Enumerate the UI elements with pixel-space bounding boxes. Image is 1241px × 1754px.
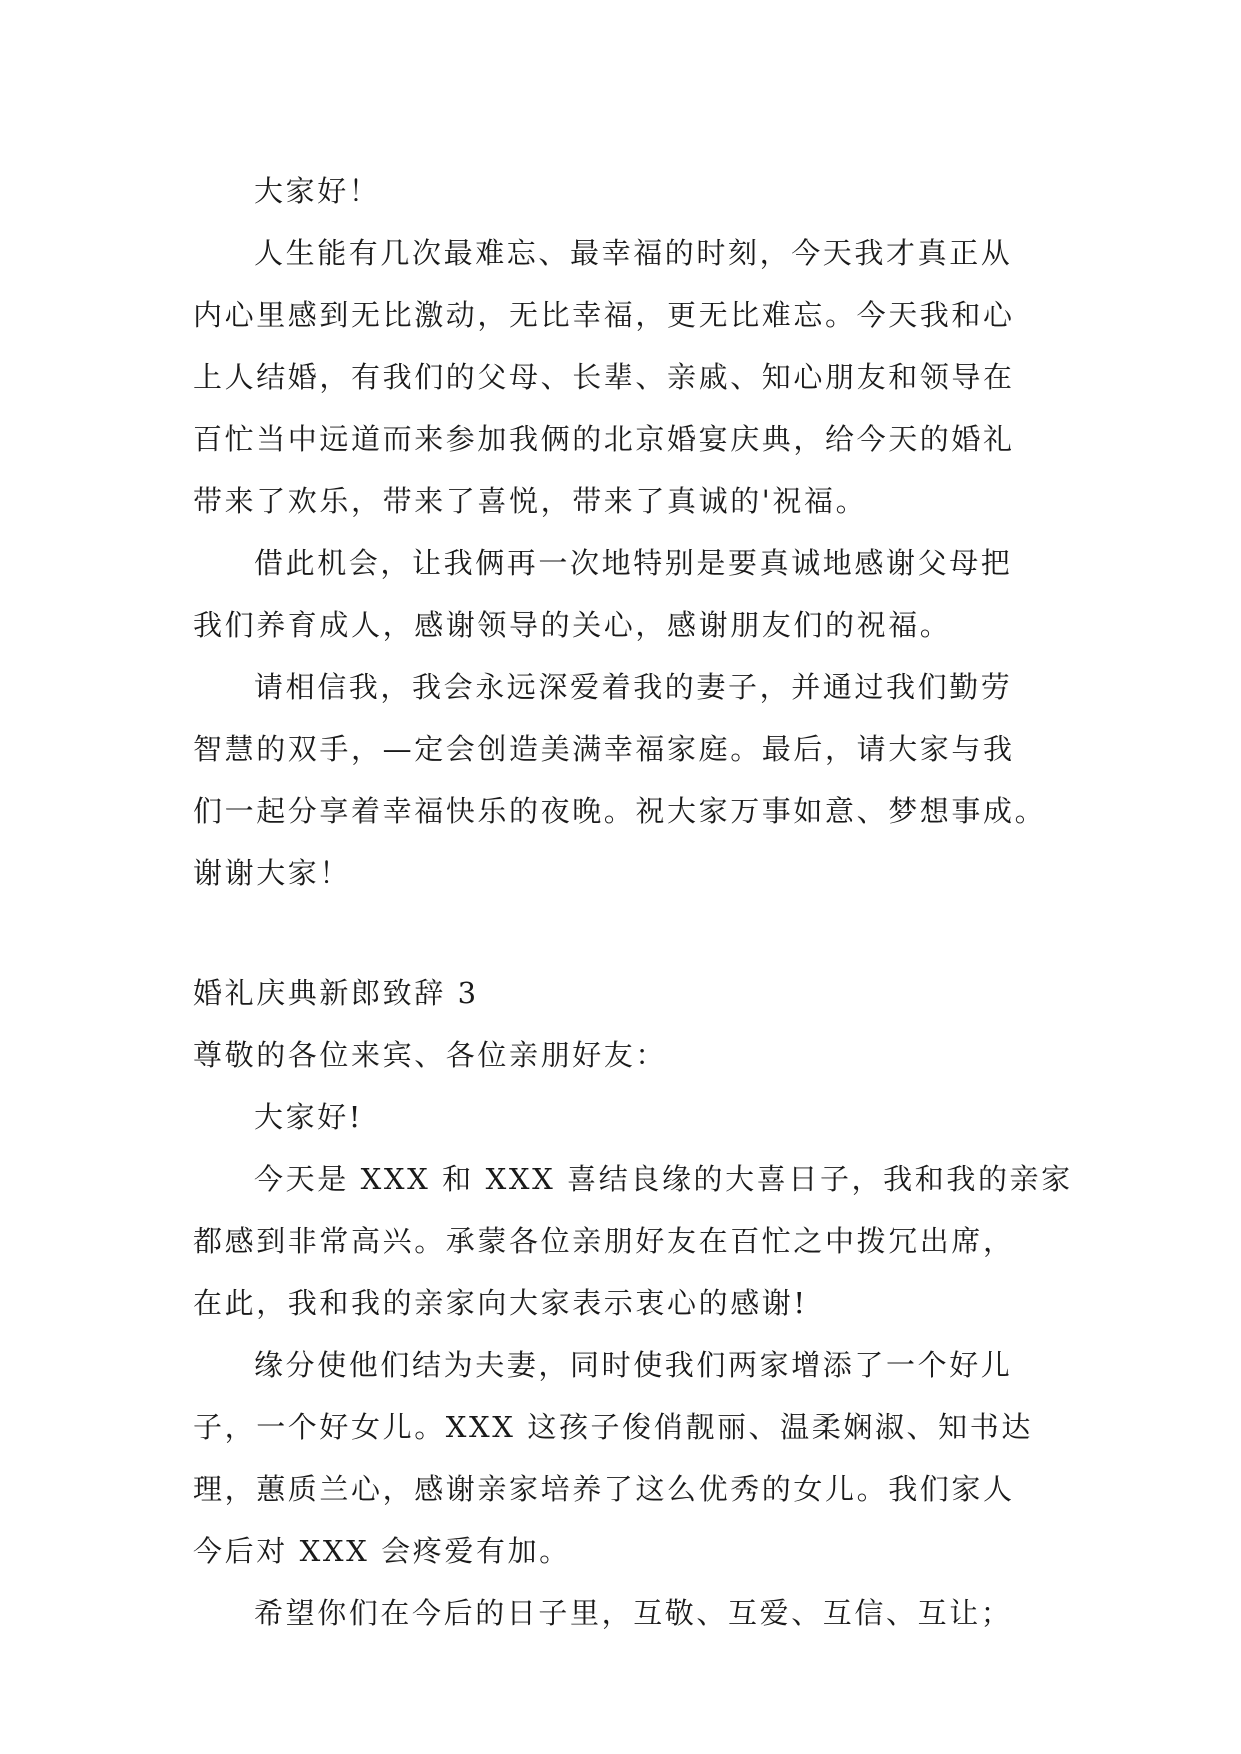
section-gap <box>193 904 1073 962</box>
greeting-line: 大家好！ <box>254 174 381 208</box>
section-title: 婚礼庆典新郎致辞 3 <box>193 976 479 1010</box>
document-body <box>193 160 1073 1644</box>
paragraph-line: 在此，我和我的亲家向大家表示衷心的感谢! <box>193 1286 808 1320</box>
paragraph-line: 内心里感到无比激动，无比幸福，更无比难忘。今天我和心 <box>193 298 1015 332</box>
paragraph-line: 希望你们在今后的日子里，互敬、互爱、互信、互让； <box>254 1596 1013 1630</box>
paragraph-line: 带来了欢乐，带来了喜悦，带来了真诚的'祝福。 <box>193 484 868 518</box>
paragraph-line: 我们养育成人，感谢领导的关心，感谢朋友们的祝福。 <box>193 608 952 642</box>
paragraph-line: 今天是 XXX 和 XXX 喜结良缘的大喜日子，我和我的亲家 <box>254 1162 1073 1196</box>
greeting-line: 大家好! <box>254 1100 364 1134</box>
salutation-line: 尊敬的各位来宾、各位亲朋好友： <box>193 1038 668 1072</box>
paragraph-line: 人生能有几次最难忘、最幸福的时刻，今天我才真正从 <box>254 236 1013 270</box>
paragraph-line: 智慧的双手，—定会创造美满幸福家庭。最后，请大家与我 <box>193 732 1015 766</box>
paragraph-line: 子，一个好女儿。XXX 这孩子俊俏靓丽、温柔娴淑、知书达 <box>193 1410 1033 1444</box>
paragraph-line: 缘分使他们结为夫妻，同时使我们两家增添了一个好儿 <box>254 1348 1013 1382</box>
paragraph-line: 借此机会，让我俩再一次地特别是要真诚地感谢父母把 <box>254 546 1013 580</box>
paragraph-line: 上人结婚，有我们的父母、长辈、亲戚、知心朋友和领导在 <box>193 360 1015 394</box>
paragraph-line: 百忙当中远道而来参加我俩的北京婚宴庆典，给今天的婚礼 <box>193 422 1015 456</box>
paragraph-line: 理，蕙质兰心，感谢亲家培养了这么优秀的女儿。我们家人 <box>193 1472 1015 1506</box>
paragraph-line: 今后对 XXX 会疼爱有加。 <box>193 1534 571 1568</box>
paragraph-line: 都感到非常高兴。承蒙各位亲朋好友在百忙之中拨冗出席， <box>193 1224 1015 1258</box>
paragraph-line: 们一起分享着幸福快乐的夜晚。祝大家万事如意、梦想事成。 <box>193 794 1047 828</box>
paragraph-line: 请相信我，我会永远深爱着我的妻子，并通过我们勤劳 <box>254 670 1013 704</box>
paragraph-line: 谢谢大家！ <box>193 856 352 890</box>
